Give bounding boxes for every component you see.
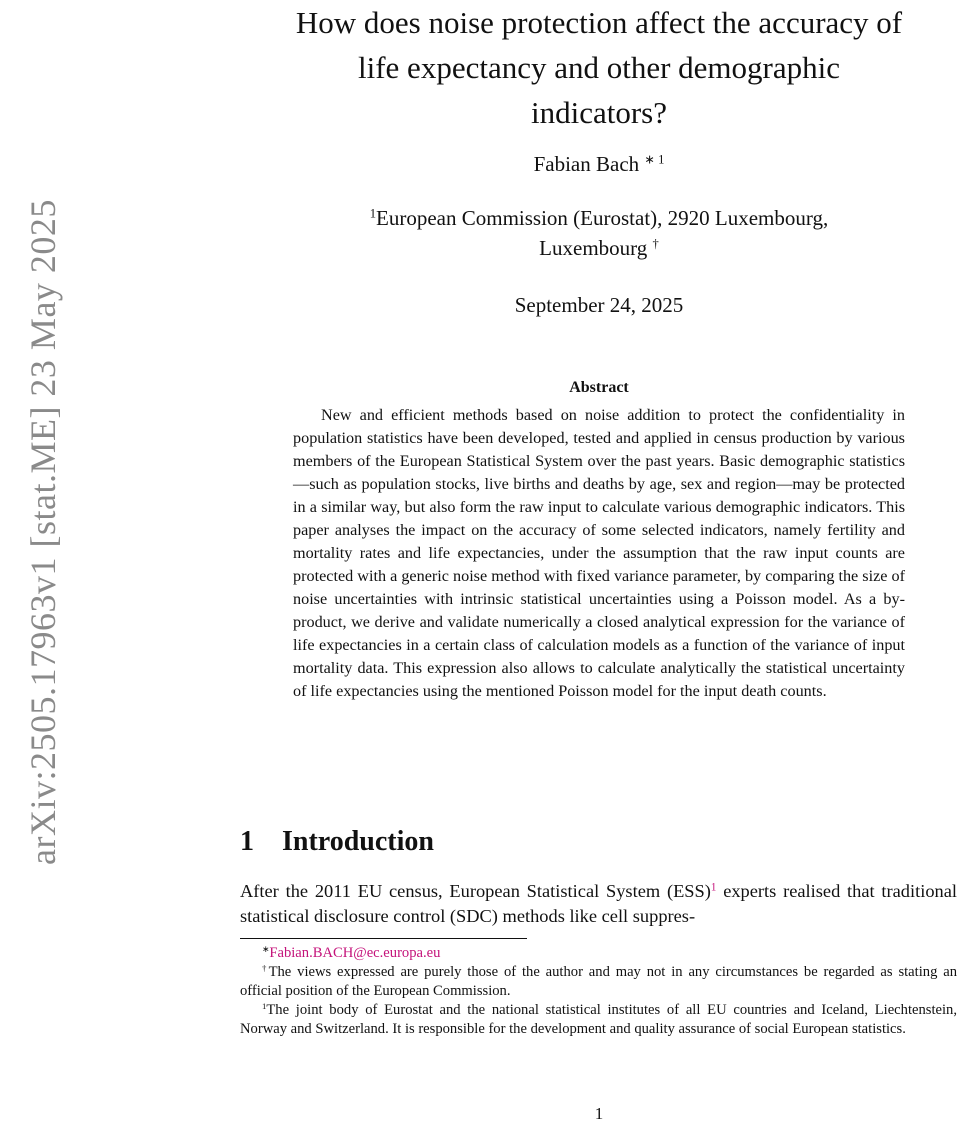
footnote-1	[240, 944, 957, 963]
title-line-1: How does noise protection affect the accuracy of	[295, 5, 903, 40]
author-email-link[interactable]: Fabian.BACH@ec.europa.eu	[269, 945, 441, 961]
footnotes	[240, 944, 957, 1039]
author-line	[240, 152, 957, 177]
paper-title	[240, 0, 957, 135]
intro-paragraph	[240, 879, 957, 929]
author-marks: ∗ 1	[644, 152, 665, 167]
footnote-divider	[240, 938, 527, 939]
page-number: 1	[594, 1104, 604, 1123]
section-number: 1	[240, 826, 254, 857]
section-heading	[240, 826, 434, 858]
section-title: Introduction	[282, 826, 434, 857]
footnote-1-mark: ∗	[262, 943, 270, 954]
affiliation-line-1: European Commission (Eurostat), 2920 Luxembourg,	[376, 206, 829, 230]
intro-text-after: experts realised that traditional statistical disclosure control (SDC) methods like cell suppres-	[240, 881, 957, 926]
arxiv-identifier: arXiv:2505.17963v1 [stat.ME] 23 May 2025	[23, 199, 63, 865]
arxiv-sidebar	[0, 0, 63, 880]
footnote-3-text: The joint body of Eurostat and the national statistical institutes of all EU countries and Iceland, Liechtenstein, Norway and Switzerland. It is responsible for the development and quality assurance of social European statistics.	[240, 1002, 957, 1037]
paper-date: September 24, 2025	[514, 293, 684, 317]
abstract-heading: Abstract	[569, 379, 629, 396]
title-line-3: indicators?	[530, 95, 667, 130]
footnote-2-text: The views expressed are purely those of the author and may not in any circumstances be regarded as stating an official position of the European Commission.	[240, 964, 957, 999]
affiliation-line-2: Luxembourg	[539, 236, 648, 260]
footnote-2-mark: †	[262, 962, 269, 973]
footnote-2	[240, 963, 957, 1001]
author-name: Fabian Bach	[533, 152, 640, 176]
affiliation-mark: 1	[369, 206, 377, 221]
footnote-ref-link[interactable]: 1	[710, 881, 717, 894]
footnote-3	[240, 1001, 957, 1039]
abstract-text: New and efficient methods based on noise addition to protect the confidentiality in population statistics have been developed, tested and applied in census production by various members of the European Statistical System over the past years. Basic demographic statistics—such as population stocks, live births and deaths by age, sex and region—may be protected in a similar way, but also form the raw input to calculate various demographic indicators. This paper analyses the impact on the accuracy of some selected indicators, namely fertility and mortality rates and life expectancies, under the assumption that the raw input counts are protected with a generic noise method with fixed variance parameter, by comparing the size of noise uncertainties with intrinsic statistical uncertainties using a Poisson model. As a by-product, we derive and validate numerically a closed analytical expression for the variance of life expectancies in a certain class of calculation models as a function of the variance of input mortality data. This expression also allows to calculate analytically the statistical uncertainty of life expectancies using the mentioned Poisson model for the input death counts.	[293, 406, 905, 700]
footnote-3-mark: 1	[262, 1000, 267, 1011]
title-line-2: life expectancy and other demographic	[358, 50, 840, 85]
affiliation-dagger: †	[652, 236, 659, 251]
affiliation	[240, 203, 957, 263]
intro-text-before: After the 2011 EU census, European Statistical System (ESS)	[240, 881, 711, 901]
